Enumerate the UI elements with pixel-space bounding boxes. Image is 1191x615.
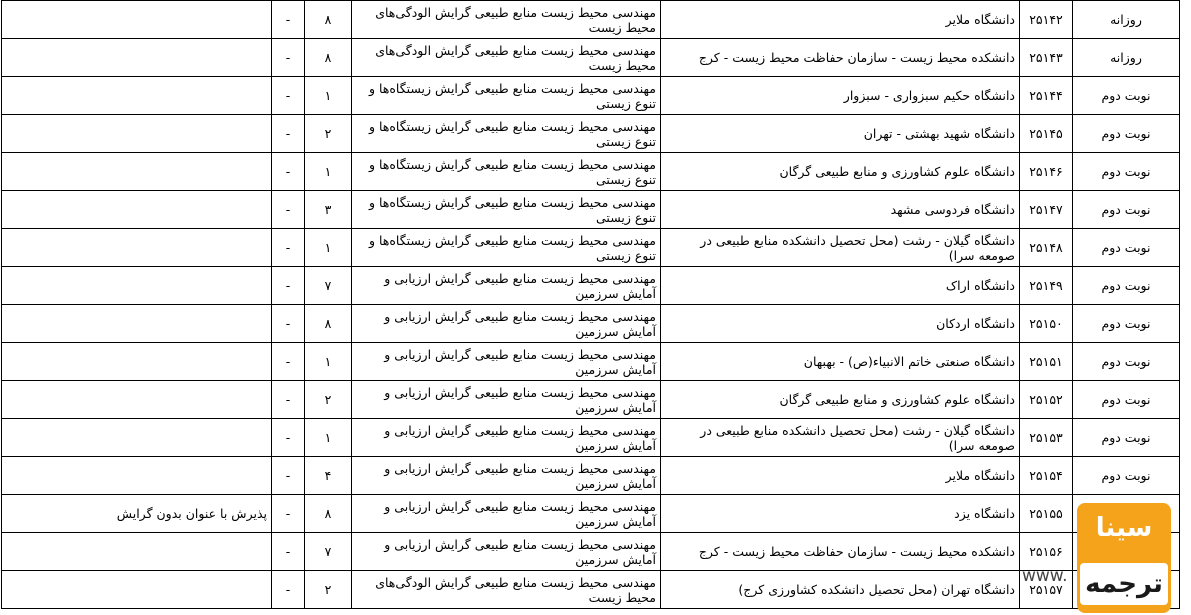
note-cell <box>2 191 272 229</box>
period-cell: نوبت دوم <box>1073 381 1180 419</box>
dash-cell: - <box>272 77 305 115</box>
capacity-cell: ۲ <box>305 571 352 609</box>
capacity-cell: ۱ <box>305 343 352 381</box>
university-cell: دانشکده محیط زیست - سازمان حفاظت محیط زیست - کرج <box>661 39 1020 77</box>
code-cell: ۲۵۱۴۷ <box>1020 191 1073 229</box>
dash-cell: - <box>272 533 305 571</box>
field-cell: مهندسی محیط زیست منابع طبیعی گرایش زیستگاه‌ها و تنوع زیستی <box>352 115 661 153</box>
period-cell: روزانه <box>1073 39 1180 77</box>
code-cell: ۲۵۱۵۶ <box>1020 533 1073 571</box>
field-cell: مهندسی محیط زیست منابع طبیعی گرایش الودگی‌های محیط زیست <box>352 1 661 39</box>
watermark-logo-badge <box>1077 503 1171 613</box>
note-cell <box>2 419 272 457</box>
table-row <box>2 267 1180 305</box>
capacity-cell: ۸ <box>305 495 352 533</box>
university-cell: دانشگاه اردکان <box>661 305 1020 343</box>
university-cell: دانشگاه شهید بهشتی - تهران <box>661 115 1020 153</box>
capacity-cell: ۸ <box>305 1 352 39</box>
field-cell: مهندسی محیط زیست منابع طبیعی گرایش ارزیابی و آمایش سرزمین <box>352 457 661 495</box>
table-row <box>2 191 1180 229</box>
code-cell: ۲۵۱۴۳ <box>1020 39 1073 77</box>
table-row <box>2 153 1180 191</box>
table-row <box>2 495 1180 533</box>
dash-cell: - <box>272 229 305 267</box>
dash-cell: - <box>272 381 305 419</box>
dash-cell: - <box>272 39 305 77</box>
period-cell: نوبت دوم <box>1073 115 1180 153</box>
code-cell: ۲۵۱۴۶ <box>1020 153 1073 191</box>
table-row <box>2 39 1180 77</box>
dash-cell: - <box>272 571 305 609</box>
university-cell: دانشگاه ملایر <box>661 1 1020 39</box>
university-cell: دانشگاه تهران (محل تحصیل دانشکده کشاورزی کرج) <box>661 571 1020 609</box>
field-cell: مهندسی محیط زیست منابع طبیعی گرایش زیستگاه‌ها و تنوع زیستی <box>352 229 661 267</box>
dash-cell: - <box>272 1 305 39</box>
period-cell: نوبت دوم <box>1073 343 1180 381</box>
table-row <box>2 343 1180 381</box>
table-row <box>2 1 1180 39</box>
capacity-cell: ۲ <box>305 381 352 419</box>
table-row <box>2 381 1180 419</box>
university-cell: دانشگاه یزد <box>661 495 1020 533</box>
table-row <box>2 457 1180 495</box>
capacity-cell: ۱ <box>305 153 352 191</box>
table-row <box>2 571 1180 609</box>
capacity-cell: ۸ <box>305 305 352 343</box>
dash-cell: - <box>272 153 305 191</box>
admissions-table-body <box>2 1 1180 609</box>
period-cell: نوبت دوم <box>1073 267 1180 305</box>
period-cell: نوبت دوم <box>1073 77 1180 115</box>
field-cell: مهندسی محیط زیست منابع طبیعی گرایش ارزیابی و آمایش سرزمین <box>352 419 661 457</box>
capacity-cell: ۱ <box>305 229 352 267</box>
code-cell: ۲۵۱۵۷ <box>1020 571 1073 609</box>
note-cell <box>2 39 272 77</box>
field-cell: مهندسی محیط زیست منابع طبیعی گرایش الودگی‌های محیط زیست <box>352 571 661 609</box>
table-row <box>2 115 1180 153</box>
code-cell: ۲۵۱۴۵ <box>1020 115 1073 153</box>
period-cell: نوبت دوم <box>1073 153 1180 191</box>
watermark-logo-bottom-text: ترجمه <box>1080 563 1168 605</box>
table-row <box>2 305 1180 343</box>
period-cell: نوبت دوم <box>1073 305 1180 343</box>
note-cell <box>2 571 272 609</box>
table-row <box>2 419 1180 457</box>
watermark-www-text: www. <box>1022 566 1068 586</box>
field-cell: مهندسی محیط زیست منابع طبیعی گرایش ارزیابی و آمایش سرزمین <box>352 343 661 381</box>
university-cell: دانشگاه اراک <box>661 267 1020 305</box>
code-cell: ۲۵۱۵۳ <box>1020 419 1073 457</box>
note-cell <box>2 533 272 571</box>
dash-cell: - <box>272 419 305 457</box>
dash-cell: - <box>272 305 305 343</box>
note-cell <box>2 115 272 153</box>
note-cell <box>2 229 272 267</box>
note-cell <box>2 1 272 39</box>
table-row <box>2 229 1180 267</box>
period-cell: نوبت دوم <box>1073 457 1180 495</box>
code-cell: ۲۵۱۵۲ <box>1020 381 1073 419</box>
capacity-cell: ۸ <box>305 39 352 77</box>
note-cell <box>2 305 272 343</box>
university-cell: دانشگاه گیلان - رشت (محل تحصیل دانشکده منابع طبیعی در صومعه سرا) <box>661 229 1020 267</box>
period-cell: نوبت دوم <box>1073 419 1180 457</box>
field-cell: مهندسی محیط زیست منابع طبیعی گرایش الودگی‌های محیط زیست <box>352 39 661 77</box>
code-cell: ۲۵۱۵۱ <box>1020 343 1073 381</box>
dash-cell: - <box>272 267 305 305</box>
note-cell <box>2 77 272 115</box>
admissions-table <box>1 0 1180 609</box>
code-cell: ۲۵۱۴۹ <box>1020 267 1073 305</box>
note-cell: پذیرش با عنوان بدون گرایش <box>2 495 272 533</box>
note-cell <box>2 343 272 381</box>
capacity-cell: ۲ <box>305 115 352 153</box>
note-cell <box>2 153 272 191</box>
dash-cell: - <box>272 191 305 229</box>
table-row <box>2 533 1180 571</box>
capacity-cell: ۴ <box>305 457 352 495</box>
university-cell: دانشگاه علوم کشاورزی و منابع طبیعی گرگان <box>661 153 1020 191</box>
table-row <box>2 77 1180 115</box>
field-cell: مهندسی محیط زیست منابع طبیعی گرایش ارزیابی و آمایش سرزمین <box>352 267 661 305</box>
university-cell: دانشکده محیط زیست - سازمان حفاظت محیط زیست - کرج <box>661 533 1020 571</box>
university-cell: دانشگاه ملایر <box>661 457 1020 495</box>
dash-cell: - <box>272 115 305 153</box>
period-cell: روزانه <box>1073 1 1180 39</box>
field-cell: مهندسی محیط زیست منابع طبیعی گرایش ارزیابی و آمایش سرزمین <box>352 495 661 533</box>
code-cell: ۲۵۱۴۴ <box>1020 77 1073 115</box>
dash-cell: - <box>272 495 305 533</box>
capacity-cell: ۱ <box>305 77 352 115</box>
field-cell: مهندسی محیط زیست منابع طبیعی گرایش ارزیابی و آمایش سرزمین <box>352 533 661 571</box>
university-cell: دانشگاه فردوسی مشهد <box>661 191 1020 229</box>
capacity-cell: ۱ <box>305 419 352 457</box>
code-cell: ۲۵۱۵۰ <box>1020 305 1073 343</box>
code-cell: ۲۵۱۵۵ <box>1020 495 1073 533</box>
code-cell: ۲۵۱۴۸ <box>1020 229 1073 267</box>
note-cell <box>2 457 272 495</box>
university-cell: دانشگاه حکیم سبزواری - سبزوار <box>661 77 1020 115</box>
watermark-logo-top-text: سینا <box>1095 513 1153 543</box>
capacity-cell: ۷ <box>305 267 352 305</box>
capacity-cell: ۷ <box>305 533 352 571</box>
note-cell <box>2 381 272 419</box>
period-cell: نوبت دوم <box>1073 191 1180 229</box>
code-cell: ۲۵۱۴۲ <box>1020 1 1073 39</box>
note-cell <box>2 267 272 305</box>
field-cell: مهندسی محیط زیست منابع طبیعی گرایش ارزیابی و آمایش سرزمین <box>352 381 661 419</box>
code-cell: ۲۵۱۵۴ <box>1020 457 1073 495</box>
dash-cell: - <box>272 457 305 495</box>
university-cell: دانشگاه صنعتی خاتم الانبیاء(ص) - بهبهان <box>661 343 1020 381</box>
capacity-cell: ۳ <box>305 191 352 229</box>
university-cell: دانشگاه علوم کشاورزی و منابع طبیعی گرگان <box>661 381 1020 419</box>
dash-cell: - <box>272 343 305 381</box>
watermark-logo <box>1022 500 1191 615</box>
field-cell: مهندسی محیط زیست منابع طبیعی گرایش زیستگاه‌ها و تنوع زیستی <box>352 191 661 229</box>
period-cell: نوبت دوم <box>1073 229 1180 267</box>
university-cell: دانشگاه گیلان - رشت (محل تحصیل دانشکده منابع طبیعی در صومعه سرا) <box>661 419 1020 457</box>
field-cell: مهندسی محیط زیست منابع طبیعی گرایش ارزیابی و آمایش سرزمین <box>352 305 661 343</box>
field-cell: مهندسی محیط زیست منابع طبیعی گرایش زیستگاه‌ها و تنوع زیستی <box>352 153 661 191</box>
field-cell: مهندسی محیط زیست منابع طبیعی گرایش زیستگاه‌ها و تنوع زیستی <box>352 77 661 115</box>
